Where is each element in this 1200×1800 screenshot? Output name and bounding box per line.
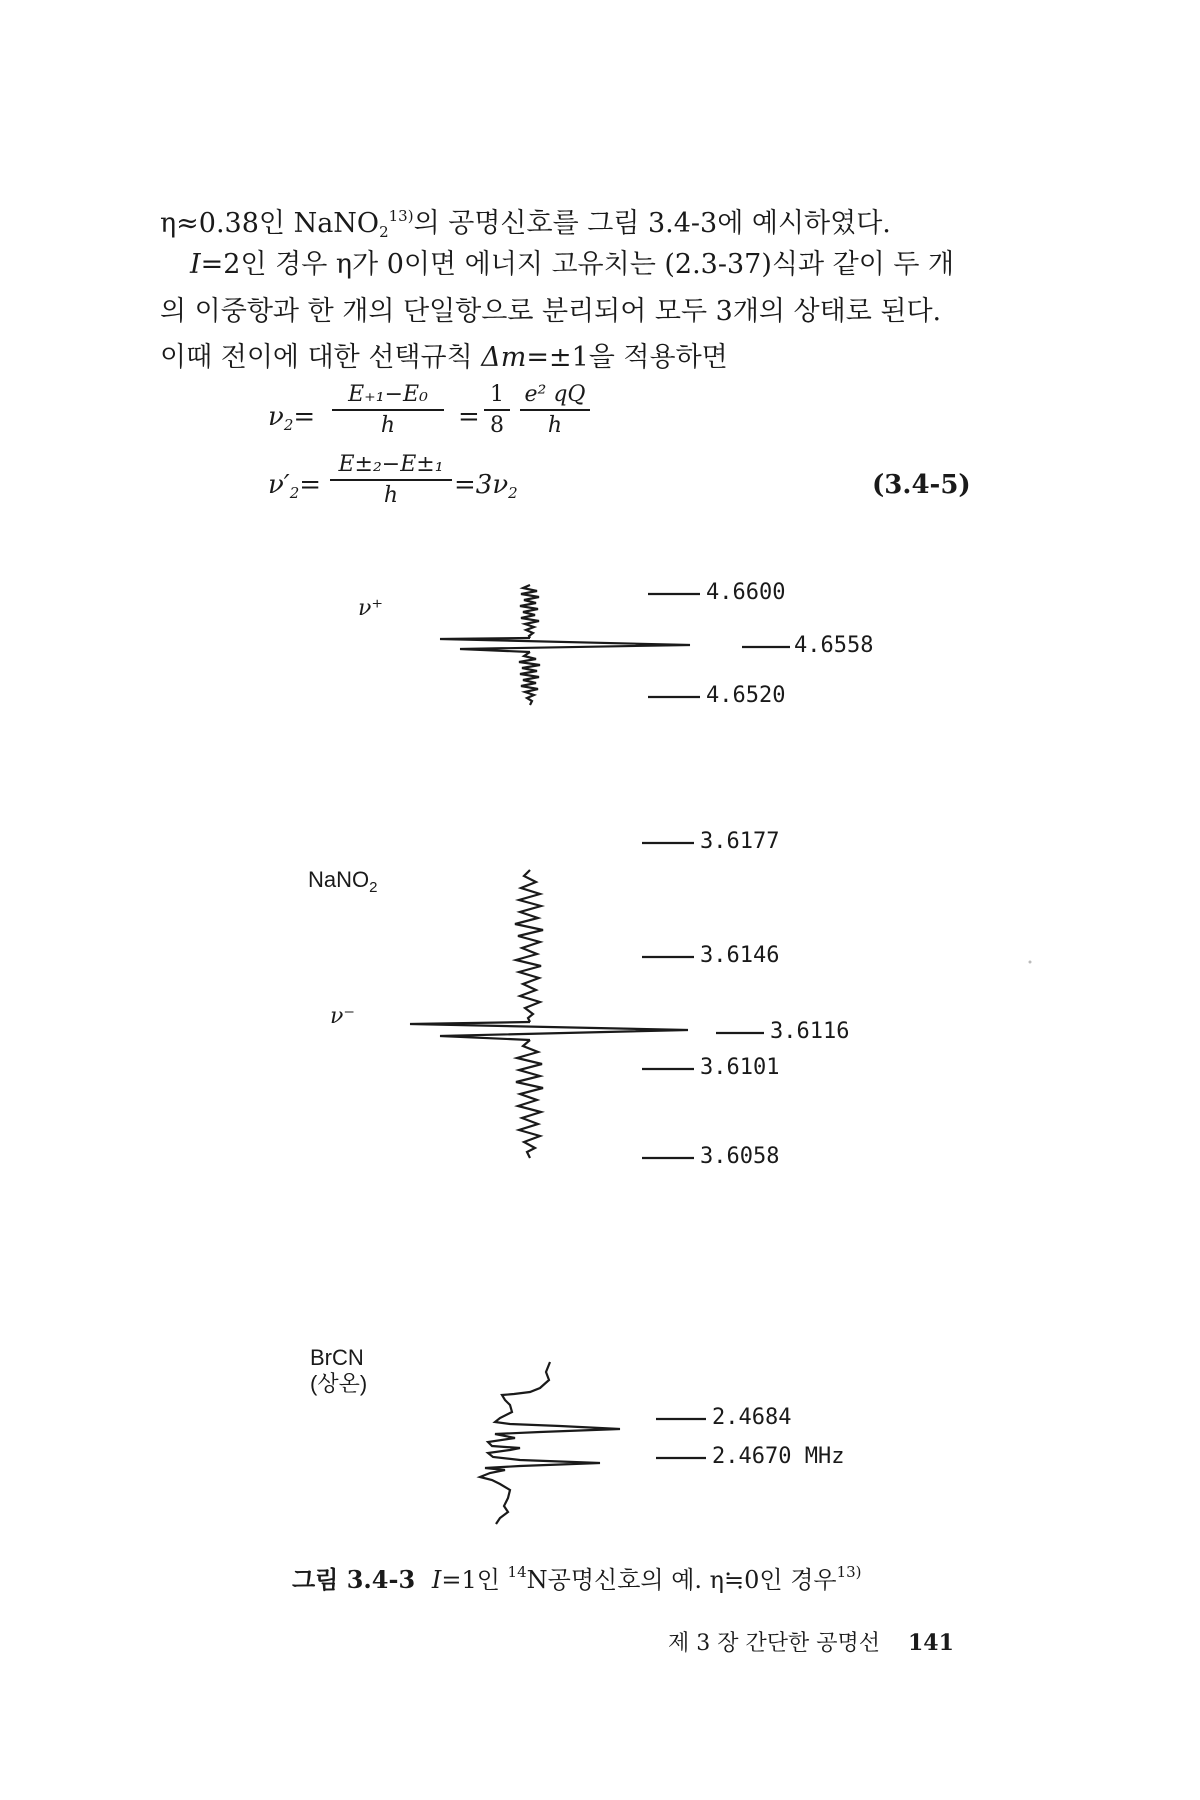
tick-label-2-4684: 2.4684	[712, 1405, 792, 1430]
eq1-lhs: $\nu_2=$	[268, 402, 316, 434]
brcn-trace	[480, 1362, 620, 1524]
nu-minus-noise-lower	[516, 1040, 543, 1158]
nu-plus-label: ν⁺	[358, 596, 383, 621]
eq1-fraction-3: e² qQ h	[520, 382, 590, 438]
body-line-2: I=2인 경우 η가 0이면 에너지 고유치는 (2.3-37)식과 같이 두 개	[190, 249, 955, 280]
eq2-rhs: $=3\nu_2$	[454, 470, 518, 502]
running-footer: 제 3 장 간단한 공명선 141	[668, 1630, 954, 1656]
body-line-1: η≈0.38인 NaNO$_2^{13)}$의 공명신호를 그림 3.4-3에 예시하였다.	[160, 207, 891, 241]
body-line-3: 의 이중항과 한 개의 단일항으로 분리되어 모두 3개의 상태로 된다.	[160, 296, 942, 327]
tick-label-3-6116: 3.6116	[770, 1019, 850, 1044]
eq2-lhs: $\nu'_2=$	[268, 470, 322, 502]
nu-minus-noise-upper	[515, 870, 543, 1022]
eq1-fraction-1: E₊₁−E₀ h	[332, 382, 444, 438]
nu-plus-noise-upper	[520, 585, 539, 638]
tick-label-4-6520: 4.6520	[706, 683, 786, 708]
tick-label-3-6146: 3.6146	[700, 943, 780, 968]
nu-plus-peak	[440, 638, 690, 652]
nu-plus-noise-lower	[519, 652, 540, 705]
tick-label-3-6058: 3.6058	[700, 1144, 780, 1169]
body-line-4: 이때 전이에 대한 선택규칙 Δm=±1을 적용하면	[160, 342, 728, 373]
nu-minus-peak	[410, 1022, 688, 1040]
figure-caption: 그림 3.4-3 I=1인 $^{14}$N공명신호의 예. η≒0인 경우$^{13)}$	[292, 1563, 862, 1594]
page-speck	[1029, 961, 1032, 964]
page-number: 141	[907, 1630, 954, 1656]
tick-label-3-6101: 3.6101	[700, 1055, 780, 1080]
equation-number: (3.4-5)	[872, 470, 971, 500]
sample-label-nano2: NaNO$_2$	[308, 867, 378, 896]
eq2-fraction: E±₂−E±₁ h	[330, 452, 452, 508]
tick-label-4-6600: 4.6600	[706, 580, 786, 605]
sample-label-brcn: BrCN (상온)	[310, 1345, 368, 1396]
nu-minus-label: ν⁻	[330, 1004, 355, 1029]
eq1-fraction-2: 1 8	[484, 382, 510, 438]
eq1-equals-2: =	[458, 402, 480, 432]
tick-label-2-4670: 2.4670 MHz	[712, 1444, 845, 1469]
tick-label-4-6558: 4.6558	[794, 633, 874, 658]
tick-label-3-6177: 3.6177	[700, 829, 780, 854]
